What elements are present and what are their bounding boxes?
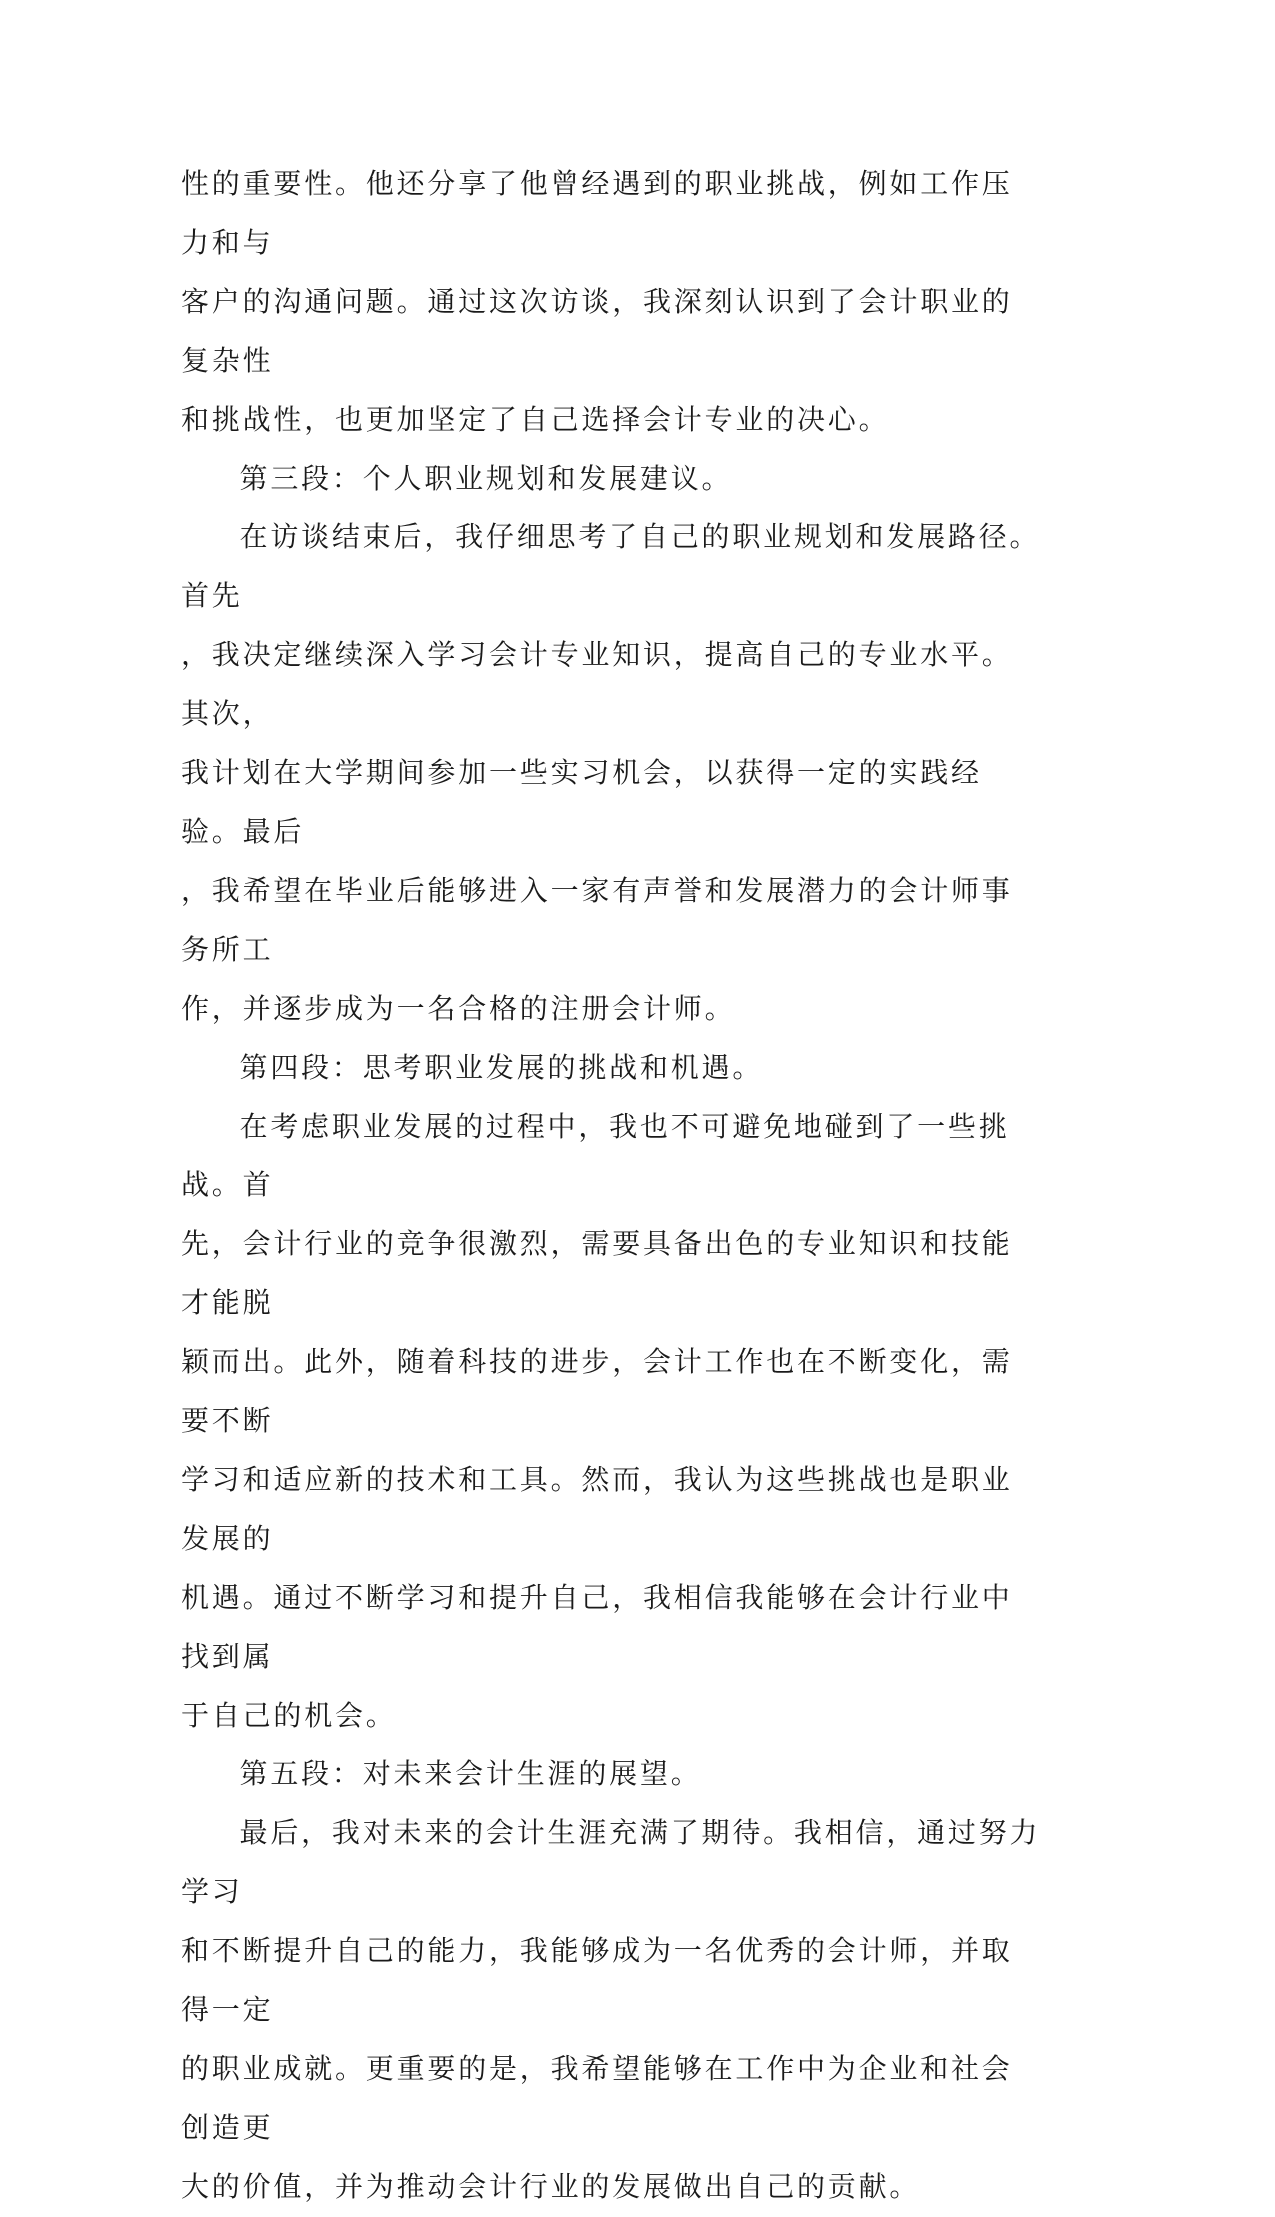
body-line: 客户的沟通问题。通过这次访谈，我深刻认识到了会计职业的复杂性	[181, 284, 1013, 377]
body-line: 在访谈结束后，我仔细思考了自己的职业规划和发展路径。首先	[181, 520, 1041, 613]
body-line: ，我希望在毕业后能够进入一家有声誉和发展潜力的会计师事务所工	[181, 873, 1013, 966]
body-line: ，我决定继续深入学习会计专业知识，提高自己的专业水平。其次，	[181, 638, 1013, 731]
section-heading-5: 第五段：对未来会计生涯的展望。	[181, 1757, 702, 1791]
body-line: 性的重要性。他还分享了他曾经遇到的职业挑战，例如工作压力和与	[181, 167, 1013, 259]
body-line: 先，会计行业的竞争很激烈，需要具备出色的专业知识和技能才能脱	[181, 1227, 1013, 1320]
body-line: 和挑战性，也更加坚定了自己选择会计专业的决心。	[181, 402, 890, 436]
section-heading-3: 第三段：个人职业规划和发展建议。	[181, 461, 733, 495]
body-line: 机遇。通过不断学习和提升自己，我相信我能够在会计行业中找到属	[181, 1580, 1013, 1673]
body-line: 学习和适应新的技术和工具。然而，我认为这些挑战也是职业发展的	[181, 1462, 1013, 1555]
body-line: 的职业成就。更重要的是，我希望能够在工作中为企业和社会创造更	[181, 2052, 1013, 2144]
body-line: 大的价值，并为推动会计行业的发展做出自己的贡献。	[181, 2169, 921, 2203]
body-line: 作，并逐步成为一名合格的注册会计师。	[181, 991, 736, 1025]
body-line: 和不断提升自己的能力，我能够成为一名优秀的会计师，并取得一定	[181, 1934, 1013, 2027]
document-body	[181, 155, 1041, 2217]
body-line: 颖而出。此外，随着科技的进步，会计工作也在不断变化，需要不断	[181, 1345, 1013, 1438]
body-line: 我计划在大学期间参加一些实习机会，以获得一定的实践经验。最后	[181, 756, 982, 848]
body-line: 最后，我对未来的会计生涯充满了期待。我相信，通过努力学习	[181, 1816, 1041, 1909]
body-line: 在考虑职业发展的过程中，我也不可避免地碰到了一些挑战。首	[181, 1109, 1010, 1202]
section-heading-4: 第四段：思考职业发展的挑战和机遇。	[181, 1050, 764, 1084]
body-line: 于自己的机会。	[181, 1698, 397, 1732]
